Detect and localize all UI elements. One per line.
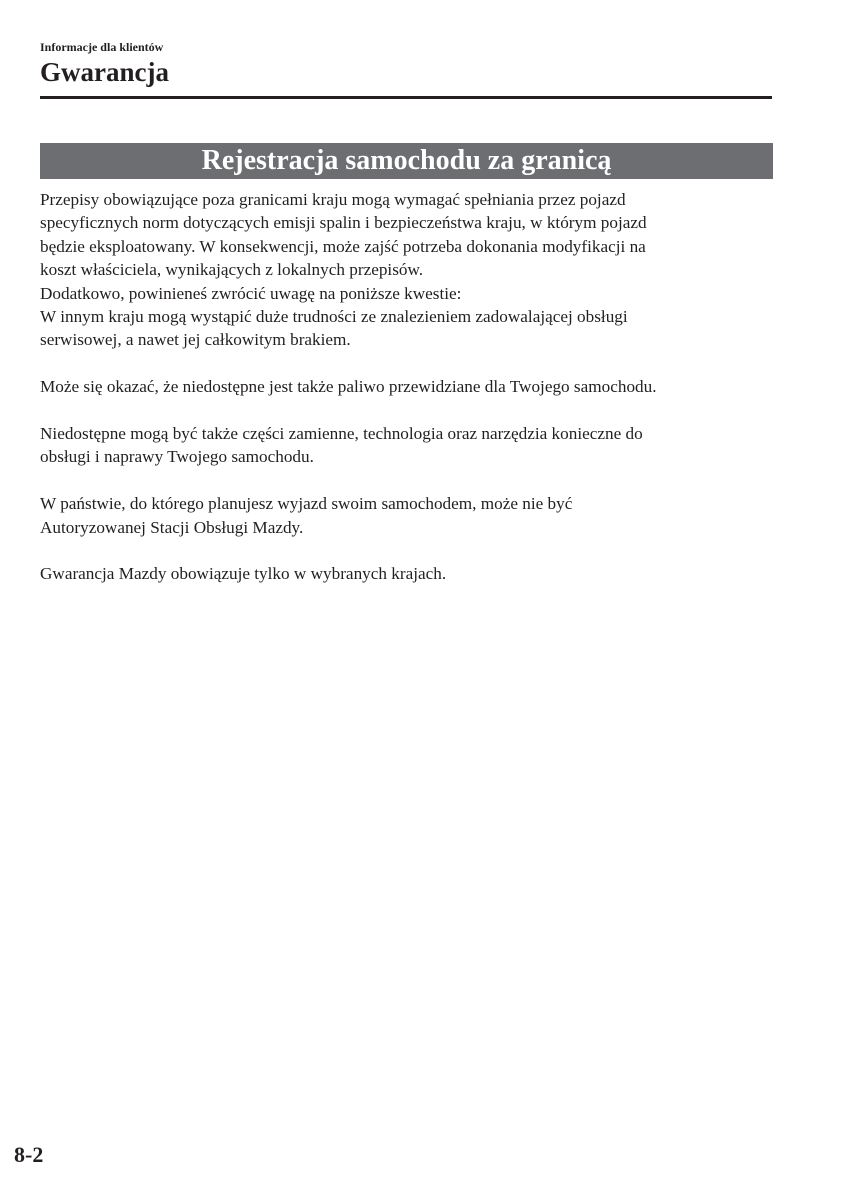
paragraph-line: Gwarancja Mazdy obowiązuje tylko w wybranych krajach. <box>40 564 447 584</box>
paragraph-line: koszt właściciela, wynikających z lokalnych przepisów. <box>40 260 424 280</box>
paragraph-line: Autoryzowanej Stacji Obsługi Mazdy. <box>40 517 304 537</box>
body-text <box>40 188 775 586</box>
paragraph-line: obsługi i naprawy Twojego samochodu. <box>40 447 314 467</box>
paragraph-line: specyficznych norm dotyczących emisji spalin i bezpieczeństwa kraju, w którym pojazd <box>40 213 647 233</box>
paragraph-line: serwisowej, a nawet jej całkowitym brakiem. <box>40 330 351 350</box>
paragraph-spacer <box>40 352 775 375</box>
paragraph-spacer <box>40 399 775 422</box>
paragraph-line: Dodatkowo, powinieneś zwrócić uwagę na poniższe kwestie: <box>40 283 462 303</box>
header-divider <box>40 96 772 99</box>
page-number: 8-2 <box>14 1142 44 1167</box>
paragraph-line: Niedostępne mogą być także części zamienne, technologia oraz narzędzia konieczne do <box>40 424 643 444</box>
paragraph-line: W państwie, do którego planujesz wyjazd swoim samochodem, może nie być <box>40 494 573 514</box>
paragraph-line: Przepisy obowiązujące poza granicami kraju mogą wymagać spełniania przez pojazd <box>40 190 626 209</box>
paragraph-line: Może się okazać, że niedostępne jest także paliwo przewidziane dla Twojego samochodu. <box>40 377 657 397</box>
section-heading-bar <box>40 143 773 179</box>
paragraph-spacer <box>40 469 775 492</box>
page-title: Gwarancja <box>40 57 169 87</box>
chapter-label: Informacje dla klientów <box>40 40 164 54</box>
paragraph-line: będzie eksploatowany. W konsekwencji, może zajść potrzeba dokonania modyfikacji na <box>40 236 646 256</box>
paragraph-spacer <box>40 539 775 562</box>
section-title: Rejestracja samochodu za granicą <box>201 145 612 176</box>
paragraph-line: W innym kraju mogą wystąpić duże trudności ze znalezieniem zadowalającej obsługi <box>40 307 628 327</box>
